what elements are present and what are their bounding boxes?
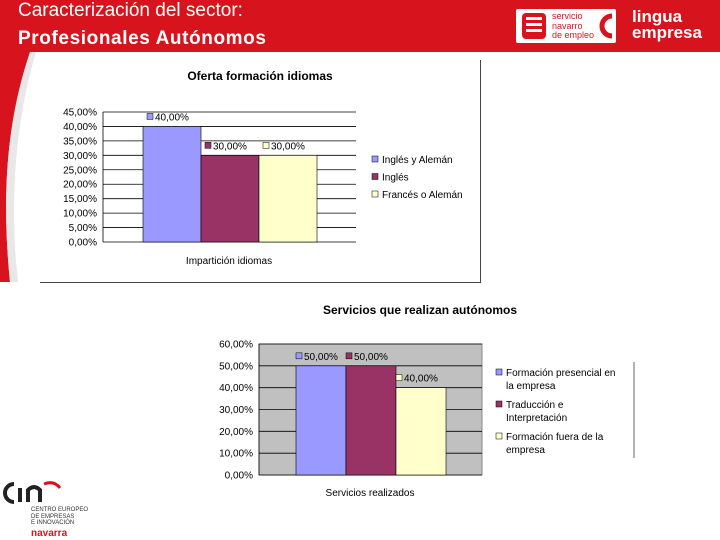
y-tick-label: 60,00% bbox=[219, 339, 253, 351]
y-tick-label: 40,00% bbox=[63, 121, 97, 133]
data-label-swatch bbox=[263, 142, 269, 148]
data-label-swatch bbox=[205, 142, 211, 148]
servicio-navarro-empleo-logo bbox=[516, 9, 616, 43]
chart-oferta-formacion bbox=[40, 60, 481, 283]
y-tick-label: 20,00% bbox=[219, 426, 253, 438]
cein-mark-icon bbox=[0, 478, 70, 508]
legend-swatch bbox=[496, 433, 502, 439]
slide-title-line2: Profesionales Autónomos bbox=[18, 28, 267, 49]
y-tick-label: 45,00% bbox=[63, 107, 97, 119]
legend-swatch bbox=[372, 156, 378, 162]
chart-title: Servicios que realizan autónomos bbox=[322, 303, 518, 317]
data-label-swatch bbox=[296, 353, 302, 359]
legend-swatch bbox=[372, 174, 378, 180]
data-label: 30,00% bbox=[213, 141, 247, 153]
chart1-svg bbox=[40, 60, 480, 282]
shield-icon bbox=[520, 11, 550, 41]
arrow-c-icon bbox=[598, 13, 616, 39]
y-tick-label: 20,00% bbox=[63, 179, 97, 191]
x-axis-label: Impartición idiomas bbox=[185, 256, 273, 267]
lingua-logo-line: lingua bbox=[632, 7, 683, 26]
sne-logo-line: de empleo bbox=[552, 30, 595, 40]
header-bar bbox=[0, 0, 720, 52]
legend-label: Inglés y Alemán bbox=[382, 155, 453, 166]
y-tick-label: 5,00% bbox=[68, 223, 97, 235]
lingua-empresa-logo bbox=[632, 9, 702, 41]
legend-swatch bbox=[496, 369, 502, 375]
y-tick-label: 15,00% bbox=[63, 194, 97, 206]
y-tick-label: 0,00% bbox=[224, 470, 253, 482]
data-label: 40,00% bbox=[404, 373, 438, 385]
legend-swatch bbox=[496, 401, 502, 407]
y-tick-label: 25,00% bbox=[63, 165, 97, 177]
legend-label: Francés o Alemán bbox=[382, 190, 463, 201]
y-tick-label: 10,00% bbox=[63, 208, 97, 220]
bar bbox=[396, 388, 446, 475]
data-label: 30,00% bbox=[271, 141, 305, 153]
sne-logo-line: navarro bbox=[552, 20, 583, 31]
bar bbox=[201, 155, 259, 242]
data-label: 40,00% bbox=[155, 112, 189, 124]
chart-title: Oferta formación idiomas bbox=[187, 69, 333, 83]
y-tick-label: 40,00% bbox=[219, 383, 253, 395]
decorative-swoosh bbox=[0, 52, 40, 282]
y-tick-label: 35,00% bbox=[63, 136, 97, 148]
data-label: 50,00% bbox=[354, 351, 388, 363]
cein-logo-region: navarra bbox=[31, 528, 68, 539]
bar bbox=[143, 126, 201, 242]
y-tick-label: 30,00% bbox=[219, 405, 253, 416]
y-tick-label: 50,00% bbox=[219, 361, 253, 373]
legend-label: Inglés bbox=[382, 172, 409, 184]
cein-logo-line: CENTRO EUROPEO bbox=[31, 507, 89, 513]
bar bbox=[346, 366, 396, 475]
chart2-svg bbox=[200, 300, 640, 500]
sne-logo-line: servicio bbox=[552, 11, 583, 21]
y-tick-label: 10,00% bbox=[219, 448, 253, 460]
data-label: 50,00% bbox=[304, 351, 338, 363]
legend-label: Traducción e Interpretación bbox=[506, 400, 568, 424]
legend-swatch bbox=[372, 191, 378, 197]
y-tick-label: 0,00% bbox=[68, 237, 97, 249]
cein-logo-text bbox=[31, 507, 88, 527]
cein-logo-line: DE EMPRESAS bbox=[31, 513, 75, 520]
lingua-logo-line: empresa bbox=[632, 23, 702, 42]
legend-label: Formación presencial en la empresa bbox=[506, 368, 616, 392]
x-axis-label: Servicios realizados bbox=[325, 488, 415, 499]
data-label-swatch bbox=[396, 375, 402, 381]
legend-label: Formación fuera de la empresa bbox=[506, 432, 604, 456]
data-label-swatch bbox=[147, 113, 153, 119]
cein-logo-line: E INNOVACIÓN bbox=[31, 520, 75, 527]
chart-servicios-autonomos bbox=[200, 300, 640, 500]
bar bbox=[259, 155, 317, 242]
bar bbox=[296, 366, 346, 475]
slide-title-line1: Caracterización del sector: bbox=[18, 0, 243, 21]
data-label-swatch bbox=[346, 353, 352, 359]
y-tick-label: 30,00% bbox=[63, 150, 97, 162]
